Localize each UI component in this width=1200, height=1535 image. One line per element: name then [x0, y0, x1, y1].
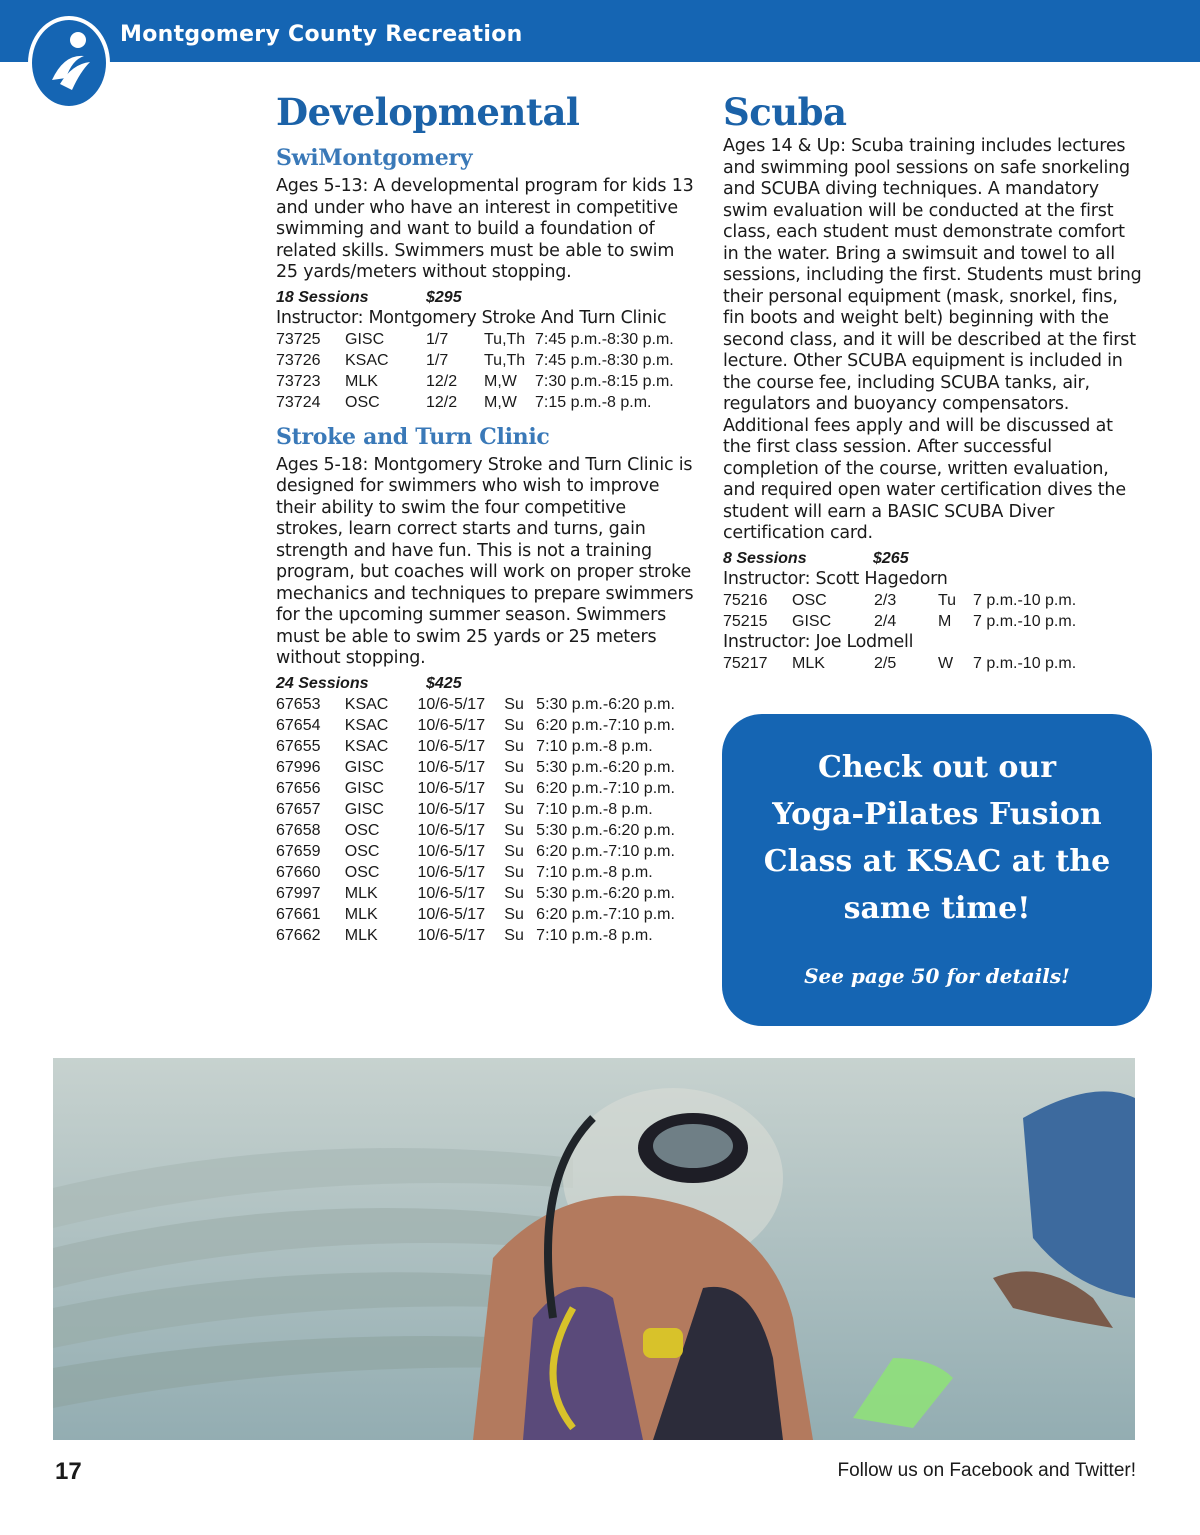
days: Su: [504, 779, 524, 797]
callout-note: See page 50 for details!: [804, 964, 1070, 988]
start-date: 10/6-5/17: [417, 905, 486, 923]
swimontgomery-description: Ages 5-13: A developmental program for kids 13 and under who have an interest in competitive swimming and want to build a foundation of related skills. Swimmers must be able to swim 25 yards/meters without stopping.: [276, 176, 694, 282]
time: 7:10 p.m.-8 p.m.: [536, 800, 653, 818]
stroke-clinic-schedule: [276, 694, 696, 946]
course-number: 67658: [276, 821, 321, 839]
scuba-heading: Scuba: [723, 90, 847, 134]
days: Su: [504, 716, 524, 734]
course-number: 67657: [276, 800, 321, 818]
stroke-clinic-sessions: [276, 674, 696, 694]
schedule-row: [276, 925, 696, 946]
schedule-row: [276, 904, 696, 925]
time: 7 p.m.-10 p.m.: [973, 612, 1077, 630]
location: OSC: [792, 591, 827, 609]
schedule-row: [276, 715, 696, 736]
location: MLK: [344, 905, 378, 923]
sessions-price: $295: [426, 288, 462, 306]
schedule-row: [723, 653, 1133, 674]
course-number: 67996: [276, 758, 321, 776]
schedule-row: [276, 736, 696, 757]
sessions-price: $265: [873, 549, 909, 567]
callout-line: same time!: [843, 891, 1031, 926]
time: 5:30 p.m.-6:20 p.m.: [536, 695, 675, 713]
start-date: 2/3: [874, 591, 897, 609]
course-number: 67997: [276, 884, 321, 902]
time: 7:45 p.m.-8:30 p.m.: [535, 330, 674, 348]
time: 7 p.m.-10 p.m.: [973, 654, 1077, 672]
stroke-clinic-description: Ages 5-18: Montgomery Stroke and Turn Clinic is designed for swimmers who wish to improve their ability to swim the four competitive strokes, learn correct starts and turns, gain strength and have fun. This is not a training program, but coaches will work on proper stroke mechanics and techniques to prepare swimmers for the upcoming summer season. Swimmers must be able to swim 25 yards or 25 meters without stopping.: [276, 454, 694, 668]
callout-line: Class at KSAC at the: [763, 844, 1111, 879]
scuba-column: [723, 88, 1143, 674]
time: 7:30 p.m.-8:15 p.m.: [535, 372, 674, 390]
scuba-instructor-2: Instructor: Joe Lodmell: [723, 631, 914, 652]
start-date: 10/6-5/17: [417, 821, 486, 839]
callout-line: Check out our: [817, 750, 1057, 785]
course-number: 73725: [276, 330, 321, 348]
scuba-instructor-1: Instructor: Scott Hagedorn: [723, 568, 948, 589]
swimontgomery-instructor: Instructor: Montgomery Stroke And Turn Clinic: [276, 307, 667, 328]
location: KSAC: [344, 695, 389, 713]
location: KSAC: [344, 716, 389, 734]
course-number: 73726: [276, 351, 321, 369]
start-date: 10/6-5/17: [417, 842, 486, 860]
location: KSAC: [344, 737, 389, 755]
schedule-row: [276, 757, 696, 778]
course-number: 67653: [276, 695, 321, 713]
start-date: 10/6-5/17: [417, 800, 486, 818]
days: Su: [504, 884, 524, 902]
time: 6:20 p.m.-7:10 p.m.: [536, 716, 675, 734]
location: OSC: [345, 393, 380, 411]
location: OSC: [344, 863, 380, 881]
time: 5:30 p.m.-6:20 p.m.: [536, 884, 675, 902]
time: 7:10 p.m.-8 p.m.: [536, 926, 653, 944]
start-date: 10/6-5/17: [417, 716, 486, 734]
start-date: 10/6-5/17: [417, 863, 486, 881]
course-number: 73723: [276, 372, 321, 390]
start-date: 10/6-5/17: [417, 884, 486, 902]
days: Tu,Th: [484, 330, 526, 348]
days: Su: [504, 800, 524, 818]
days: Su: [504, 842, 524, 860]
start-date: 12/2: [426, 372, 458, 390]
logo-swimmer-icon: [32, 20, 106, 106]
days: Tu: [938, 591, 957, 609]
schedule-row: [276, 820, 696, 841]
sessions-count: 8 Sessions: [723, 549, 807, 567]
location: MLK: [792, 654, 825, 672]
course-number: 67661: [276, 905, 321, 923]
start-date: 1/7: [426, 351, 449, 369]
swimontgomery-sessions: [276, 288, 696, 308]
callout-message: [742, 744, 1132, 932]
location: GISC: [345, 330, 385, 348]
days: Su: [504, 737, 524, 755]
schedule-row: [276, 841, 696, 862]
days: M: [938, 612, 952, 630]
logo: [28, 16, 110, 110]
course-number: 67655: [276, 737, 321, 755]
course-number: 67656: [276, 779, 321, 797]
time: 5:30 p.m.-6:20 p.m.: [536, 821, 675, 839]
scuba-diver-photo: [53, 1058, 1135, 1440]
start-date: 10/6-5/17: [417, 926, 486, 944]
course-number: 67660: [276, 863, 321, 881]
schedule-row: [276, 329, 695, 350]
schedule-row: [276, 883, 696, 904]
schedule-row: [723, 611, 1133, 632]
time: 6:20 p.m.-7:10 p.m.: [536, 905, 675, 923]
time: 6:20 p.m.-7:10 p.m.: [536, 842, 675, 860]
days: Su: [504, 926, 524, 944]
scuba-schedule-1: [723, 590, 1133, 632]
schedule-row: [276, 799, 696, 820]
location: OSC: [344, 842, 380, 860]
start-date: 10/6-5/17: [417, 779, 486, 797]
developmental-heading: Developmental: [276, 90, 580, 134]
callout-line: Yoga-Pilates Fusion: [772, 797, 1102, 832]
time: 6:20 p.m.-7:10 p.m.: [536, 779, 675, 797]
schedule-row: [276, 778, 696, 799]
days: Su: [504, 695, 524, 713]
time: 7:15 p.m.-8 p.m.: [535, 393, 652, 411]
social-follow-text: Follow us on Facebook and Twitter!: [837, 1460, 1136, 1481]
yoga-pilates-callout: [722, 714, 1152, 1026]
schedule-row: [276, 862, 696, 883]
course-number: 67659: [276, 842, 321, 860]
start-date: 2/5: [874, 654, 897, 672]
course-number: 75215: [723, 612, 768, 630]
days: Su: [504, 863, 524, 881]
location: GISC: [792, 612, 832, 630]
course-number: 75216: [723, 591, 768, 609]
stroke-clinic-title: Stroke and Turn Clinic: [276, 423, 550, 450]
start-date: 10/6-5/17: [417, 737, 486, 755]
location: GISC: [344, 800, 384, 818]
page-number: 17: [55, 1458, 82, 1485]
header-title: Montgomery County Recreation: [120, 22, 523, 47]
swimontgomery-schedule: [276, 329, 695, 413]
location: MLK: [344, 926, 378, 944]
schedule-row: [276, 694, 696, 715]
sessions-count: 18 Sessions: [276, 288, 369, 306]
schedule-row: [276, 392, 695, 413]
days: W: [938, 654, 954, 672]
course-number: 75217: [723, 654, 768, 672]
time: 5:30 p.m.-6:20 p.m.: [536, 758, 675, 776]
location: MLK: [344, 884, 378, 902]
days: Su: [504, 758, 524, 776]
days: Su: [504, 905, 524, 923]
start-date: 10/6-5/17: [417, 758, 486, 776]
scuba-schedule-2: [723, 653, 1133, 674]
start-date: 10/6-5/17: [417, 695, 486, 713]
swimontgomery-title: SwiMontgomery: [276, 145, 473, 171]
time: 7:10 p.m.-8 p.m.: [536, 737, 653, 755]
time: 7 p.m.-10 p.m.: [973, 591, 1077, 609]
location: OSC: [344, 821, 380, 839]
diver-image: [53, 1058, 1135, 1440]
time: 7:45 p.m.-8:30 p.m.: [535, 351, 674, 369]
sessions-count: 24 Sessions: [276, 674, 369, 692]
course-number: 67662: [276, 926, 321, 944]
start-date: 1/7: [426, 330, 449, 348]
time: 7:10 p.m.-8 p.m.: [536, 863, 653, 881]
location: GISC: [344, 779, 384, 797]
days: Tu,Th: [484, 351, 526, 369]
days: M,W: [484, 393, 517, 411]
days: Su: [504, 821, 524, 839]
start-date: 12/2: [426, 393, 458, 411]
schedule-row: [276, 371, 695, 392]
scuba-description: Ages 14 & Up: Scuba training includes lectures and swimming pool sessions on safe snorkeling and SCUBA diving techniques. A mandatory swim evaluation will be conducted at the first class, each student must demonstrate comfort in the water. Bring a swimsuit and towel to all sessions, including the first. Students must bring their personal equipment (mask, snorkel, fins, fin boots and weight belt) beginning with the second class, and it will be described at the first lecture. Other SCUBA equipment is included in the course fee, including SCUBA tanks, air, regulators and buoyancy compensators. Additional fees apply and will be discussed at the first class session. After successful completion of the course, written evaluation, and required open water certification dives the student will earn a BASIC SCUBA Diver certification card.: [723, 136, 1142, 543]
location: MLK: [345, 372, 378, 390]
location: KSAC: [345, 351, 389, 369]
days: M,W: [484, 372, 517, 390]
course-number: 73724: [276, 393, 321, 411]
schedule-row: [276, 350, 695, 371]
course-number: 67654: [276, 716, 321, 734]
sessions-price: $425: [426, 674, 462, 692]
schedule-row: [723, 590, 1133, 611]
location: GISC: [344, 758, 384, 776]
developmental-column: [276, 88, 696, 946]
start-date: 2/4: [874, 612, 897, 630]
scuba-sessions: [723, 549, 1143, 569]
